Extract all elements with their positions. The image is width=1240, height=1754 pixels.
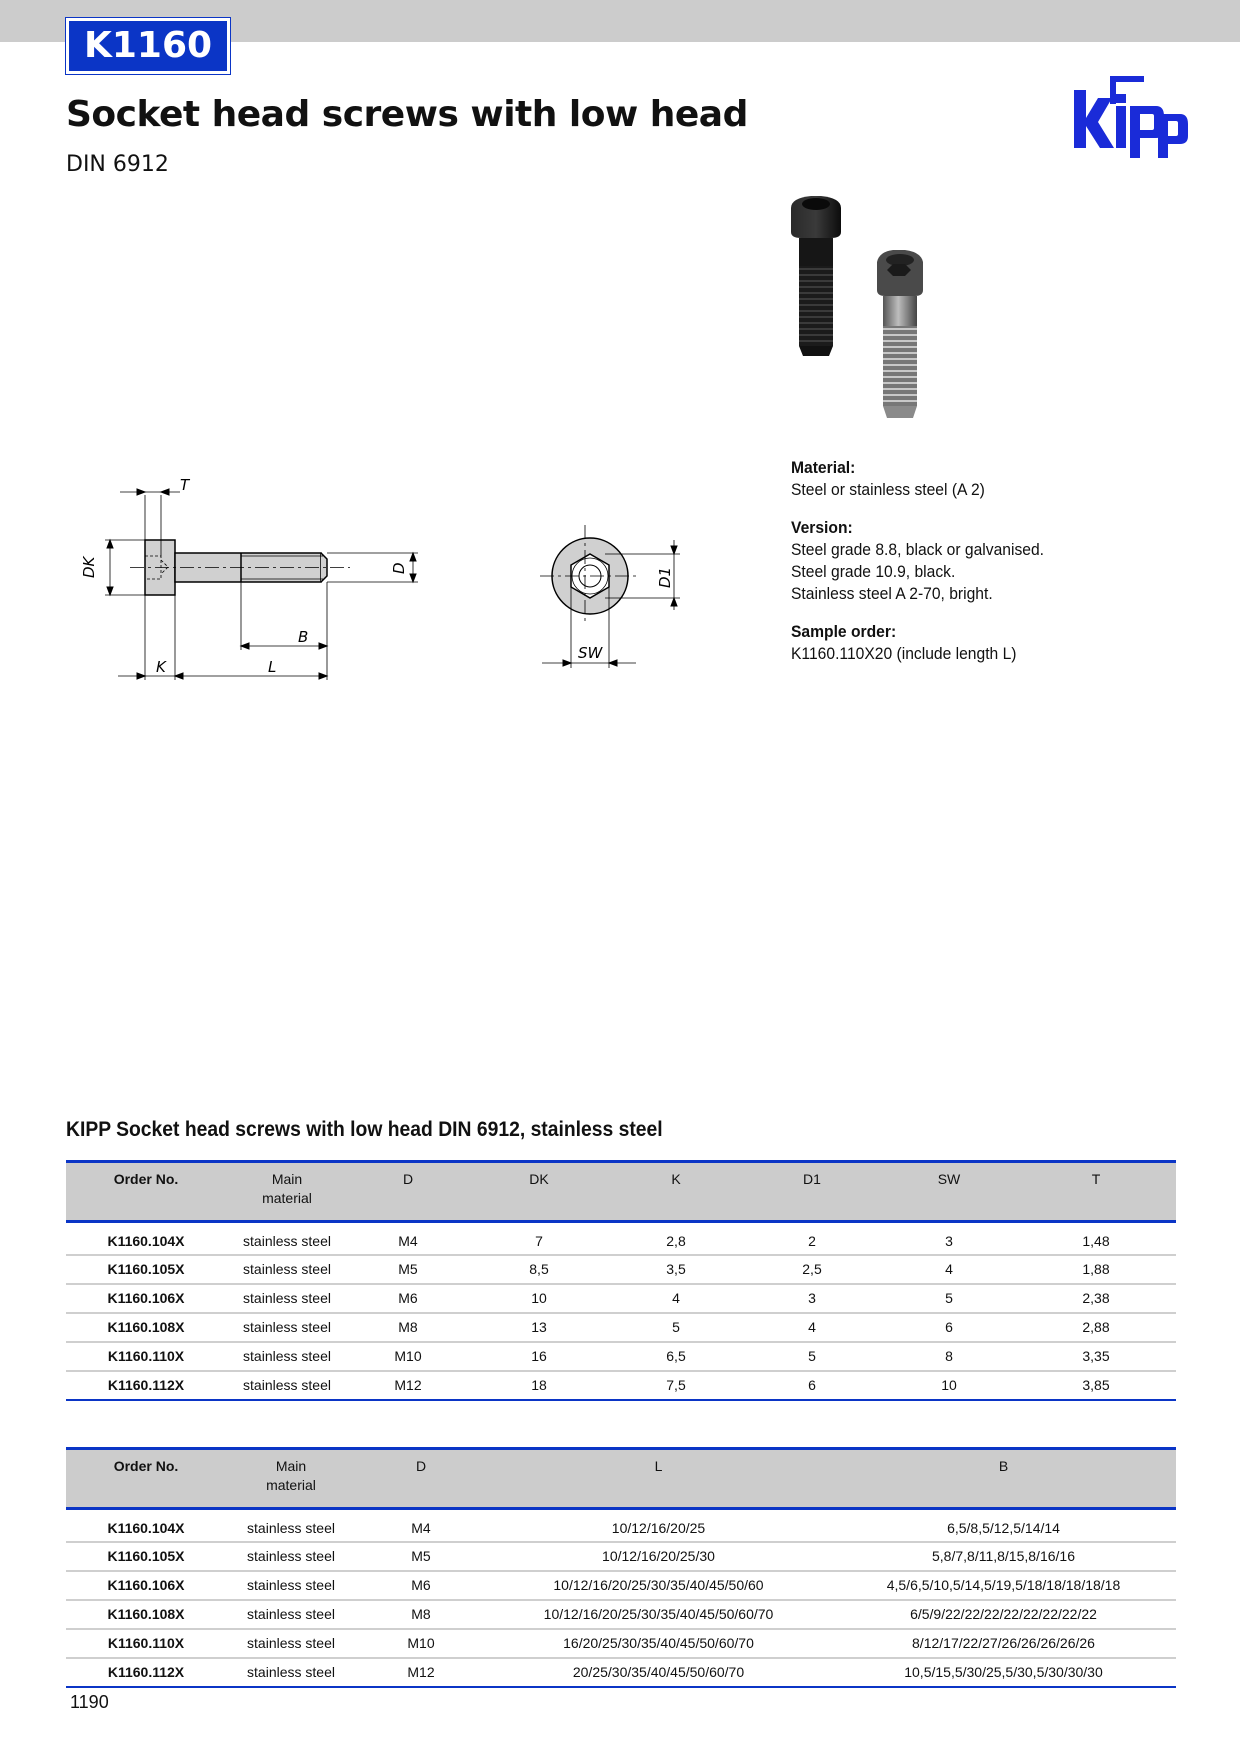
- label-l: L: [268, 658, 277, 676]
- cell-t: 1,88: [1016, 1255, 1176, 1284]
- cell-k: 2,8: [610, 1222, 742, 1255]
- cell-l: 10/12/16/20/25/30/35/40/45/50/60: [486, 1571, 831, 1600]
- cell-d: M5: [348, 1255, 468, 1284]
- section-title: KIPP Socket head screws with low head DIN 6912, stainless steel: [66, 1118, 663, 1141]
- cell-d1: 2,5: [742, 1255, 882, 1284]
- cell-dk: 16: [468, 1342, 610, 1371]
- cell-k: 5: [610, 1313, 742, 1342]
- version-line: Steel grade 8.8, black or galvanised.: [791, 540, 1045, 559]
- cell-order-no: K1160.105X: [66, 1255, 226, 1284]
- table-row: [66, 1284, 1176, 1313]
- cell-sw: 10: [882, 1371, 1016, 1400]
- table-row: [66, 1371, 1176, 1400]
- cell-d: M6: [356, 1571, 486, 1600]
- header-l: L: [486, 1449, 831, 1509]
- cell-sw: 5: [882, 1284, 1016, 1313]
- table-row: [66, 1313, 1176, 1342]
- cell-sw: 3: [882, 1222, 1016, 1255]
- cell-d: M6: [348, 1284, 468, 1313]
- cell-order-no: K1160.105X: [66, 1542, 226, 1571]
- cell-material: stainless steel: [226, 1600, 356, 1629]
- cell-d: M4: [356, 1509, 486, 1542]
- spec-version: [791, 517, 1177, 605]
- cell-b: 10,5/15,5/30/25,5/30,5/30/30/30: [831, 1658, 1176, 1687]
- cell-l: 10/12/16/20/25/30: [486, 1542, 831, 1571]
- cell-order-no: K1160.112X: [66, 1371, 226, 1400]
- cell-material: stainless steel: [226, 1342, 348, 1371]
- cell-d: M8: [356, 1600, 486, 1629]
- cell-material: stainless steel: [226, 1284, 348, 1313]
- cell-b: 8/12/17/22/27/26/26/26/26/26: [831, 1629, 1176, 1658]
- label-t: T: [180, 476, 190, 494]
- cell-k: 4: [610, 1284, 742, 1313]
- cell-d1: 4: [742, 1313, 882, 1342]
- cell-d1: 3: [742, 1284, 882, 1313]
- page-subtitle: DIN 6912: [66, 152, 169, 177]
- cell-material: stainless steel: [226, 1255, 348, 1284]
- cell-dk: 7: [468, 1222, 610, 1255]
- cell-material: stainless steel: [226, 1313, 348, 1342]
- cell-d: M5: [356, 1542, 486, 1571]
- cell-sw: 4: [882, 1255, 1016, 1284]
- cell-d1: 5: [742, 1342, 882, 1371]
- header-d: D: [356, 1449, 486, 1509]
- header-order-no: Order No.: [66, 1449, 226, 1509]
- label-k: K: [156, 658, 166, 676]
- table-row: [66, 1509, 1176, 1542]
- page-number: 1190: [70, 1692, 109, 1712]
- label-dk: DK: [80, 556, 98, 578]
- cell-d: M10: [356, 1629, 486, 1658]
- cell-d: M12: [348, 1371, 468, 1400]
- cell-sw: 8: [882, 1342, 1016, 1371]
- cell-t: 2,88: [1016, 1313, 1176, 1342]
- specs-panel: [791, 457, 1177, 681]
- cell-material: stainless steel: [226, 1571, 356, 1600]
- cell-order-no: K1160.112X: [66, 1658, 226, 1687]
- version-line: Stainless steel A 2-70, bright.: [791, 584, 993, 603]
- cell-order-no: K1160.110X: [66, 1629, 226, 1658]
- header-sw: SW: [882, 1162, 1016, 1222]
- cell-l: 10/12/16/20/25: [486, 1509, 831, 1542]
- technical-drawing: [80, 470, 680, 700]
- version-line: Steel grade 10.9, black.: [791, 562, 956, 581]
- cell-order-no: K1160.106X: [66, 1284, 226, 1313]
- cell-material: stainless steel: [226, 1509, 356, 1542]
- cell-material: stainless steel: [226, 1371, 348, 1400]
- sample-order-line: K1160.110X20 (include length L): [791, 644, 1017, 663]
- spec-sample-order: [791, 621, 1177, 665]
- header-k: K: [610, 1162, 742, 1222]
- label-sw: SW: [578, 644, 603, 662]
- table-row: [66, 1629, 1176, 1658]
- header-b: B: [831, 1449, 1176, 1509]
- cell-l: 10/12/16/20/25/30/35/40/45/50/60/70: [486, 1600, 831, 1629]
- table-row: [66, 1342, 1176, 1371]
- cell-d: M8: [348, 1313, 468, 1342]
- cell-b: 4,5/6,5/10,5/14,5/19,5/18/18/18/18/18: [831, 1571, 1176, 1600]
- cell-d: M12: [356, 1658, 486, 1687]
- table-header-row: [66, 1449, 1176, 1509]
- table-row: [66, 1600, 1176, 1629]
- table-row: [66, 1571, 1176, 1600]
- cell-d: M10: [348, 1342, 468, 1371]
- cell-b: 6/5/9/22/22/22/22/22/22/22/22: [831, 1600, 1176, 1629]
- table-row: [66, 1222, 1176, 1255]
- table-header-row: [66, 1162, 1176, 1222]
- page-title: Socket head screws with low head: [66, 94, 748, 135]
- header-order-no: Order No.: [66, 1162, 226, 1222]
- label-d: D: [390, 562, 408, 574]
- cell-sw: 6: [882, 1313, 1016, 1342]
- cell-k: 7,5: [610, 1371, 742, 1400]
- cell-dk: 13: [468, 1313, 610, 1342]
- cell-order-no: K1160.106X: [66, 1571, 226, 1600]
- header-dk: DK: [468, 1162, 610, 1222]
- cell-dk: 10: [468, 1284, 610, 1313]
- cell-dk: 18: [468, 1371, 610, 1400]
- table-row: [66, 1542, 1176, 1571]
- cell-k: 3,5: [610, 1255, 742, 1284]
- cell-t: 2,38: [1016, 1284, 1176, 1313]
- version-label: Version:: [791, 518, 853, 537]
- cell-l: 20/25/30/35/40/45/50/60/70: [486, 1658, 831, 1687]
- cell-material: stainless steel: [226, 1542, 356, 1571]
- cell-d1: 6: [742, 1371, 882, 1400]
- header-main-material: Main material: [226, 1162, 348, 1222]
- cell-material: stainless steel: [226, 1222, 348, 1255]
- sample-order-label: Sample order:: [791, 622, 897, 641]
- cell-d1: 2: [742, 1222, 882, 1255]
- cell-t: 3,35: [1016, 1342, 1176, 1371]
- cell-k: 6,5: [610, 1342, 742, 1371]
- label-d1: D1: [656, 566, 674, 588]
- cell-order-no: K1160.108X: [66, 1600, 226, 1629]
- product-code-badge: K1160: [66, 18, 230, 74]
- dimensions-table: [66, 1160, 1176, 1401]
- header-t: T: [1016, 1162, 1176, 1222]
- cell-material: stainless steel: [226, 1629, 356, 1658]
- spec-material: [791, 457, 1177, 501]
- cell-dk: 8,5: [468, 1255, 610, 1284]
- label-b: B: [298, 628, 309, 646]
- cell-b: 6,5/8,5/12,5/14/14: [831, 1509, 1176, 1542]
- header-main-material: Main material: [226, 1449, 356, 1509]
- cell-order-no: K1160.110X: [66, 1342, 226, 1371]
- cell-b: 5,8/7,8/11,8/15,8/16/16: [831, 1542, 1176, 1571]
- cell-order-no: K1160.108X: [66, 1313, 226, 1342]
- cell-material: stainless steel: [226, 1658, 356, 1687]
- lengths-table: [66, 1447, 1176, 1688]
- material-line: Steel or stainless steel (A 2): [791, 480, 985, 499]
- cell-order-no: K1160.104X: [66, 1509, 226, 1542]
- header-d1: D1: [742, 1162, 882, 1222]
- table-row: [66, 1658, 1176, 1687]
- cell-t: 1,48: [1016, 1222, 1176, 1255]
- header-d: D: [348, 1162, 468, 1222]
- material-label: Material:: [791, 458, 856, 477]
- product-photo: [775, 190, 950, 435]
- cell-t: 3,85: [1016, 1371, 1176, 1400]
- table-row: [66, 1255, 1176, 1284]
- cell-d: M4: [348, 1222, 468, 1255]
- cell-order-no: K1160.104X: [66, 1222, 226, 1255]
- cell-l: 16/20/25/30/35/40/45/50/60/70: [486, 1629, 831, 1658]
- kipp-logo: [1072, 74, 1188, 160]
